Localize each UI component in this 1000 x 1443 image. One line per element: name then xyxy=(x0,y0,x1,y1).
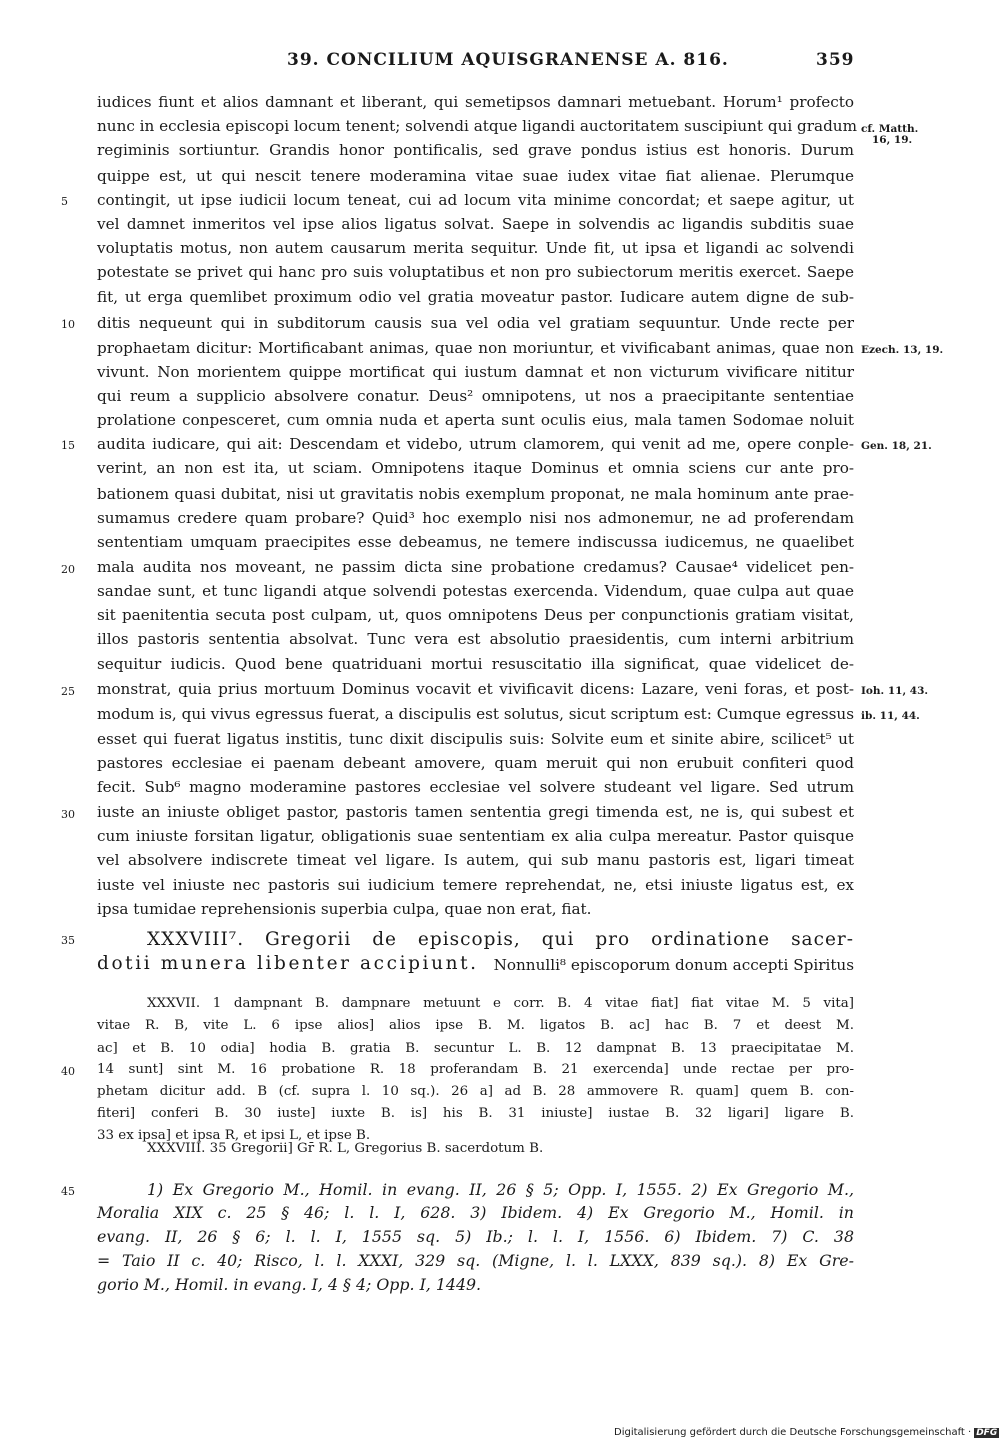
apparatus-line: fiteri] conferi B. 30 iuste] iuxte B. is] his B. 31 iniuste] iustae B. 32 ligari] ligare B. xyxy=(97,1106,854,1121)
text-line: prolatione conpesceret, cum omnia nuda et aperta sunt oculis eius, mala tamen Sodomae noluit xyxy=(97,411,854,429)
text-line: illos pastoris sententia absolvat. Tunc vera est absolutio praesidentis, cum interni arbitrium xyxy=(97,630,854,648)
text-line: pastores ecclesiae ei paenam debeant amovere, quam meruit qui non erubuit confiteri quod xyxy=(97,754,854,772)
line-number: 20 xyxy=(61,563,75,576)
text-line: contingit, ut ipse iudicii locum teneat, cui ad locum vita minime concordat; et saepe agitur, ut xyxy=(97,191,854,209)
text-line: vel damnet inmeritos vel ipse alios ligatus solvat. Saepe in solvendis ac ligandis subditis suae xyxy=(97,215,854,233)
text-line: mala audita nos moveant, ne passim dicta sine probatione credamus? Causae⁴ videlicet pen- xyxy=(97,558,854,576)
apparatus-line: XXXVIII. 35 Gregorii] Gr̄ R. L, Gregorius B. sacerdotum B. xyxy=(147,1141,544,1156)
footnote-line: gorio M., Homil. in evang. I, 4 § 4; Opp. I, 1449. xyxy=(97,1275,482,1294)
dfg-logo: DFG xyxy=(976,1428,998,1438)
apparatus-line: ac] et B. 10 odia] hodia B. gratia B. secuntur L. B. 12 dampnat B. 13 praecipitatae M. xyxy=(97,1041,854,1056)
section-text-start: Nonnulli⁸ episcoporum donum accepti Spiritus xyxy=(493,956,854,974)
text-line: potestate se privet qui hanc pro suis voluptatibus et non pro subiectorum meritis exercet. Saepe xyxy=(97,263,854,281)
margin-reference-line: 16, 19. xyxy=(872,134,913,146)
digitization-credit xyxy=(614,1427,999,1438)
text-line: sequitur iudicis. Quod bene quatriduani mortui resuscitatio illa significat, quae videlicet de- xyxy=(97,655,854,673)
apparatus-line: vitae R. B, vite L. 6 ipse alios] alios ipse B. M. ligatos B. ac] hac B. 7 et deest M. xyxy=(97,1018,854,1033)
text-line: vel absolvere indiscrete timeat vel ligare. Is autem, qui sub manu pastoris est, ligari timeat xyxy=(97,851,854,869)
line-number: 15 xyxy=(61,439,75,452)
text-line: qui reum a supplicio absolvere conatur. Deus² omnipotens, ut nos a praecipitante sententiae xyxy=(97,387,854,405)
margin-reference: Gen. 18, 21. xyxy=(861,440,932,452)
text-line: nunc in ecclesia episcopi locum tenent; solvendi atque ligandi auctoritatem suscipiunt qui gradum xyxy=(97,117,857,135)
text-line: modum is, qui vivus egressus fuerat, a discipulis est solutus, sicut scriptum est: Cumque egressus xyxy=(97,705,854,723)
line-number: 35 xyxy=(61,934,75,947)
page-number: 359 xyxy=(816,50,855,70)
text-line: sententiam umquam praecipites esse debeamus, ne temere indiscussa iudicemus, ne quaelibet xyxy=(97,533,854,551)
text-line: vivunt. Non morientem quippe mortificat qui iustum damnat et non victurum vivificare nititur xyxy=(97,363,854,381)
text-line: iudices fiunt et alios damnant et liberant, qui semetipsos damnari metuebant. Horum¹ profecto xyxy=(97,93,854,111)
margin-reference: ib. 11, 44. xyxy=(861,710,920,722)
margin-reference: Ezech. 13, 19. xyxy=(861,344,944,356)
apparatus-line: 14 sunt] sint M. 16 probatione R. 18 proferandam B. 21 exercenda] unde rectae per pro- xyxy=(97,1062,854,1077)
text-line: quippe est, ut qui nescit tenere moderamina vitae suae iudex vitae fiat alienae. Plerumque xyxy=(97,167,854,185)
footnote-line: evang. II, 26 § 6; l. l. I, 1555 sq. 5) Ib.; l. l. I, 1556. 6) Ibidem. 7) C. 38 xyxy=(97,1227,854,1246)
text-line: voluptatis motus, non autem causarum merita sequitur. Unde fit, ut ipsa et ligandi ac solvendi xyxy=(97,239,854,257)
line-number: 5 xyxy=(61,195,68,208)
text-line: monstrat, quia prius mortuum Dominus vocavit et vivificavit dicens: Lazare, veni foras, et post- xyxy=(97,680,854,698)
section-heading: XXXVIII⁷. Gregorii de episcopis, qui pro ordinatione sacer- xyxy=(147,929,854,950)
line-number: 30 xyxy=(61,808,75,821)
footnote-line: 1) Ex Gregorio M., Homil. in evang. II, 26 § 5; Opp. I, 1555. 2) Ex Gregorio M., xyxy=(147,1180,854,1199)
line-number: 45 xyxy=(61,1185,75,1198)
text-line: iuste vel iniuste nec pastoris sui iudicium temere reprehendat, ne, etsi iniuste ligatus est, ex xyxy=(97,876,854,894)
apparatus-line: 33 ex ipsa] et ipsa R, et ipsi L, et ipse B. xyxy=(97,1128,371,1143)
margin-reference-line: cf. Matth. xyxy=(861,123,919,135)
text-line: prophaetam dicitur: Mortificabant animas, quae non moriuntur, et vivificabant animas, quae non xyxy=(97,339,854,357)
credit-text: Digitalisierung gefördert durch die Deutsche Forschungsgemeinschaft · xyxy=(614,1427,972,1438)
margin-reference: Ioh. 11, 43. xyxy=(861,685,929,697)
margin-reference xyxy=(861,124,918,146)
text-line: esset qui fuerat ligatus institis, tunc dixit discipulis suis: Solvite eum et sinite abire, scilicet⁵ ut xyxy=(97,730,854,748)
text-line: cum iniuste forsitan ligatur, obligationis suae sententiam ex alia culpa mereatur. Pastor quisque xyxy=(97,827,854,845)
running-head-title: 39. CONCILIUM AQUISGRANENSE A. 816. xyxy=(287,50,729,70)
section-heading-continuation: dotii munera libenter accipiunt. xyxy=(97,953,479,974)
apparatus-line: XXXVII. 1 dampnant B. dampnare metuunt e corr. B. 4 vitae fiat] fiat vitae M. 5 vita] xyxy=(147,996,854,1011)
section-heading-line2 xyxy=(97,953,854,974)
text-line: ditis nequeunt qui in subditorum causis sua vel odia vel gratiam sequuntur. Unde recte per xyxy=(97,314,854,332)
line-number: 10 xyxy=(61,318,75,331)
text-line: sandae sunt, et tunc ligandi atque solvendi potestas exercenda. Videndum, quae culpa aut quae xyxy=(97,582,854,600)
apparatus-line: phetam dicitur add. B (cf. supra l. 10 sq.). 26 a] ad B. 28 ammovere R. quam] quem B. con- xyxy=(97,1084,854,1099)
text-line: iuste an iniuste obliget pastor, pastoris tamen sententia gregi timenda est, ne is, qui subest et xyxy=(97,803,854,821)
text-line: sumamus credere quam probare? Quid³ hoc exemplo nisi nos admonemur, ne ad proferendam xyxy=(97,509,854,527)
text-line: regiminis sortiuntur. Grandis honor pontificalis, sed grave pondus istius est honoris. Durum xyxy=(97,141,854,159)
footnote-line: = Taio II c. 40; Risco, l. l. XXXI, 329 sq. (Migne, l. l. LXXX, 839 sq.). 8) Ex Gre- xyxy=(97,1251,854,1270)
text-line: fit, ut erga quemlibet proximum odio vel gratia moveatur pastor. Iudicare autem digne de sub- xyxy=(97,288,854,306)
line-number: 25 xyxy=(61,685,75,698)
footnote-line: Moralia XIX c. 25 § 46; l. l. I, 628. 3) Ibidem. 4) Ex Gregorio M., Homil. in xyxy=(97,1203,854,1222)
text-line: sit paenitentia secuta post culpam, ut, quos omnipotens Deus per conpunctionis gratiam visitat, xyxy=(97,606,854,624)
line-number: 40 xyxy=(61,1065,75,1078)
text-line: verint, an non est ita, ut sciam. Omnipotens itaque Dominus et omnia sciens cur ante pro- xyxy=(97,459,854,477)
text-line: bationem quasi dubitat, nisi ut gravitatis nobis exemplum proponat, ne mala hominum ante prae- xyxy=(97,485,854,503)
text-line: audita iudicare, qui ait: Descendam et videbo, utrum clamorem, qui venit ad me, opere conple- xyxy=(97,435,854,453)
text-line: fecit. Sub⁶ magno moderamine pastores ecclesiae vel solvere studeant vel ligare. Sed utrum xyxy=(97,778,854,796)
text-line: ipsa tumidae reprehensionis superbia culpa, quae non erat, fiat. xyxy=(97,900,592,918)
